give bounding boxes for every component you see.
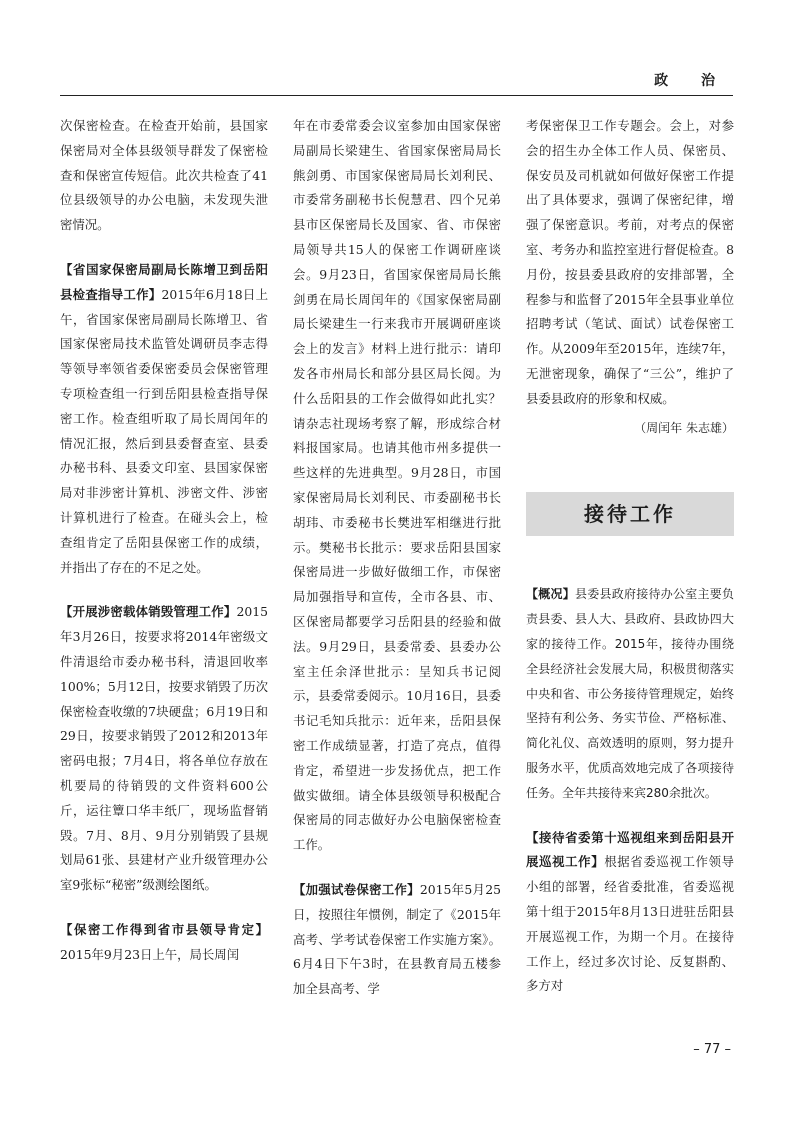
entry: [60, 600, 268, 898]
entry-body: 2015年5月25日，按照往年惯例，制定了《2015年高考、学考试卷保密工作实施方案》。6月4日下午3时，在县教育局五楼参加全县高考、学: [293, 881, 502, 997]
entry-heading: 【省国家保密局副局长陈增卫到岳阳县检查指导工作】: [60, 261, 268, 302]
entry-body: 根据省委巡视工作领导小组的部署，经省委批准，省委巡视第十组于2015年8月13日进驻岳阳县开展巡视工作，为期一个月。在接待工作上，经过多次讨论、反复斟酌、多方对: [526, 854, 735, 994]
column-3: [526, 114, 734, 999]
entry-body: 2015年3月26日，按要求将2014年密级文件清退给市委办秘书科，清退回收率100%；5月12日，按要求销毁了历次保密检查收缴的7块硬盘；6月19日和29日，按要求销毁了2012和2013年密码电报；7月4日，将各单位存放在机要局的待销毁的文件资料600公斤，运往簟口华丰纸厂，现场监督销毁。7月、8月、9月分别销毁了县规划局61张、县建材产业升级管理办公室9张标“秘密”级测绘图纸。: [60, 604, 268, 893]
header-rule: [60, 95, 733, 96]
entry: [293, 878, 501, 1002]
entry: [526, 826, 734, 1000]
entry: [526, 582, 734, 805]
running-header: [60, 62, 733, 96]
author-credit: （周闰年 朱志雄）: [634, 420, 734, 435]
paragraph: 考保密保卫工作专题会。会上，对参会的招生办全体工作人员、保密员、保安员及司机就如何做好保密工作提出了具体要求，强调了保密纪律，增强了保密意识。考前，对考点的保密室、考务办和监控室进行督促检查。8月份，按县委县政府的安排部署，全程参与和监督了2015年全县事业单位招聘考试（笔试、面试）试卷保密工作。从2009年至2015年，连续7年，无泄密现象，确保了“三公”，维护了县委县政府的形象和权威。: [526, 118, 734, 406]
entry: [60, 918, 268, 968]
column-1: [60, 114, 268, 968]
entry-heading: 【开展涉密载体销毁管理工作】: [60, 604, 237, 620]
entry-body: 县委县政府接待办公室主要负责县委、县人大、县政府、县政协四大家的接待工作。2015年，接待办围绕全县经济社会发展大局，积极贯彻落实中央和省、市公务接待管理规定，始终坚持有利公务、务实节俭、严格标准、简化礼仪、高效透明的原则，努力提升服务水平，优质高效地完成了各项接待任务。全年共接待来宾280余批次。: [526, 587, 734, 800]
section-title: 接待工作: [526, 492, 734, 536]
entry-heading: 【加强试卷保密工作】: [293, 881, 420, 897]
entry-heading: 【保密工作得到省市县领导肯定】: [60, 921, 268, 937]
header-title: 政 治: [654, 73, 729, 89]
entry-heading: 【概况】: [526, 587, 575, 602]
entry: [60, 258, 268, 580]
paragraph: 次保密检查。在检查开始前，县国家保密局对全体县级领导群发了保密检查和保密宣传短信。此次共检查了41位县级领导的办公电脑，未发现失泄密情况。: [60, 118, 268, 233]
entry-body: 2015年6月18日上午，省国家保密局副局长陈增卫、省国家保密局技术监管处调研员李志得等领导率领省委保密委员会保密管理专项检查组一行到岳阳县检查指导保密工作。检查组听取了局长周闰年的情况汇报，然后到县委督查室、县委办秘书科、县委文印室、县国家保密局对非涉密计算机、涉密文件、涉密计算机进行了检查。在碰头会上，检查组肯定了岳阳县保密工作的成绩，并指出了存在的不足之处。: [60, 286, 268, 575]
page-number: – 77 –: [693, 1042, 731, 1057]
column-2: [293, 114, 501, 1002]
entry-body: 2015年9月23日上午，局长周闰: [60, 946, 240, 962]
entry-heading: 【接待省委第十巡视组来到岳阳县开展巡视工作】: [526, 829, 734, 870]
paragraph: 年在市委常委会议室参加由国家保密局副局长梁建生、省国家保密局局长熊剑勇、市国家保密局局长刘利民、市委常务副秘书长倪慧君、四个兄弟县市区保密局长及国家、省、市保密局领导共15人的保密工作调研座谈会。9月23日，省国家保密局局长熊剑勇在局长周闰年的《国家保密局副局长梁建生一行来我市开展调研座谈会上的发言》材料上进行批示：请印发各市州局长和部分县区局长阅。为什么岳阳县的工作会做得如此扎实？请杂志社现场考察了解，形成综合材料报国家局。也请其他市州多提供一些这样的先进典型。9月28日，市国家保密局局长刘利民、市委副秘书长胡玮、市委秘书长樊进军相继进行批示。樊秘书长批示：要求岳阳县国家保密局进一步做好做细工作，市保密局加强指导和宣传，全市各县、市、区保密局都要学习岳阳县的经验和做法。9月29日，县委常委、县委办公室主任余泽世批示：呈知兵书记阅示，县委常委阅示。10月16日，县委书记毛知兵批示：近年来，岳阳县保密工作成绩显著，打造了亮点，值得肯定，希望进一步发扬优点，把工作做实做细。请全体县级领导积极配合保密局的同志做好办公电脑保密检查工作。: [293, 118, 501, 853]
